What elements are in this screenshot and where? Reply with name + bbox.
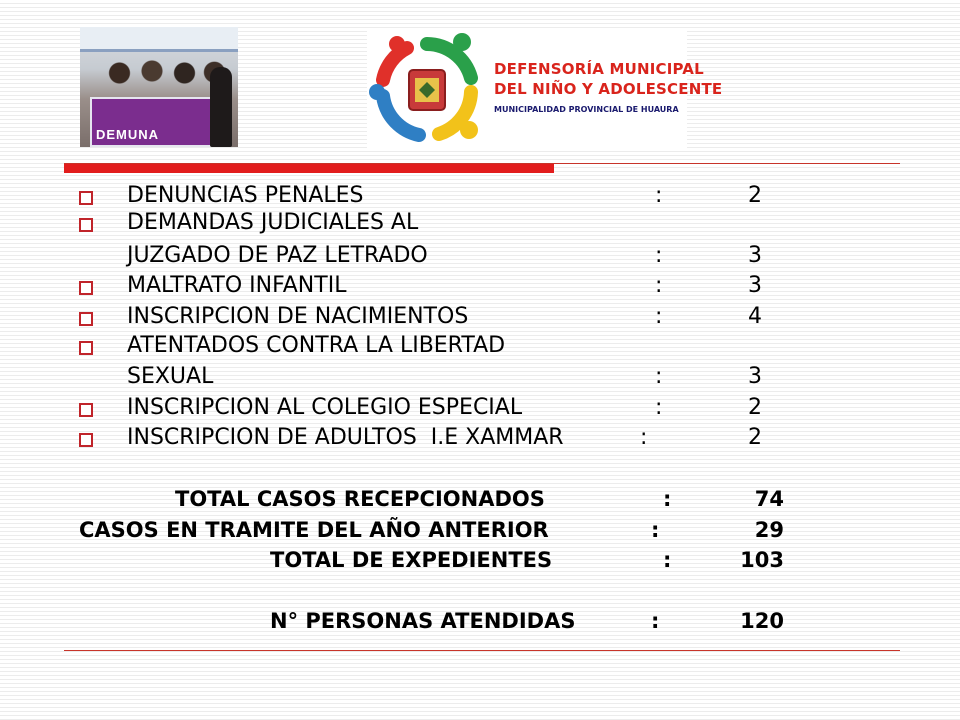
- item-colon: :: [640, 425, 648, 450]
- square-bullet-icon: [79, 403, 93, 417]
- item-colon: :: [655, 273, 663, 298]
- square-bullet-icon: [79, 281, 93, 295]
- item-label: INSCRIPCION AL COLEGIO ESPECIAL: [127, 395, 523, 420]
- total-label: TOTAL CASOS RECEPCIONADOS: [175, 487, 545, 511]
- square-bullet-icon: [79, 433, 93, 447]
- item-label: ATENTADOS CONTRA LA LIBERTAD: [127, 333, 506, 358]
- item-value: 3: [748, 364, 762, 389]
- total-colon: :: [651, 609, 660, 633]
- total-value: 29: [754, 518, 784, 542]
- demuna-stand-photo: [80, 27, 238, 147]
- total-colon: :: [663, 487, 672, 511]
- logo-title-line2: DEL NIÑO Y ADOLESCENTE: [494, 80, 723, 98]
- square-bullet-icon: [79, 218, 93, 232]
- total-label: TOTAL DE EXPEDIENTES: [270, 548, 553, 572]
- square-bullet-icon: [79, 191, 93, 205]
- total-value: 74: [754, 487, 784, 511]
- logo-emblem-icon: [367, 30, 487, 150]
- photo-banner-text: DEMUNA: [96, 127, 160, 142]
- photo-tent: [80, 27, 238, 52]
- item-value: 2: [748, 395, 762, 420]
- item-colon: :: [655, 364, 663, 389]
- square-bullet-icon: [79, 312, 93, 326]
- item-value: 3: [748, 243, 762, 268]
- item-label-line2: SEXUAL: [127, 364, 214, 389]
- item-value: 2: [748, 183, 762, 208]
- total-value: 120: [740, 609, 784, 633]
- item-colon: :: [655, 183, 663, 208]
- total-label: CASOS EN TRAMITE DEL AÑO ANTERIOR: [79, 518, 549, 542]
- total-value: 103: [740, 548, 784, 572]
- item-colon: :: [655, 395, 663, 420]
- item-label: INSCRIPCION DE ADULTOS I.E XAMMAR: [127, 425, 564, 450]
- item-colon: :: [655, 304, 663, 329]
- total-colon: :: [651, 518, 660, 542]
- item-label: INSCRIPCION DE NACIMIENTOS: [127, 304, 469, 329]
- bottom-divider: [64, 650, 900, 651]
- item-label: DEMANDAS JUDICIALES AL: [127, 210, 419, 235]
- total-label: N° PERSONAS ATENDIDAS: [270, 609, 576, 633]
- item-value: 2: [748, 425, 762, 450]
- item-label: MALTRATO INFANTIL: [127, 273, 347, 298]
- item-value: 4: [748, 304, 762, 329]
- defensoria-logo: [367, 30, 723, 150]
- item-label-line2: JUZGADO DE PAZ LETRADO: [127, 243, 428, 268]
- logo-title-line1: DEFENSORÍA MUNICIPAL: [494, 60, 704, 78]
- item-colon: :: [655, 243, 663, 268]
- square-bullet-icon: [79, 341, 93, 355]
- item-value: 3: [748, 273, 762, 298]
- photo-person: [210, 67, 232, 147]
- logo-subtitle: MUNICIPALIDAD PROVINCIAL DE HUAURA: [494, 105, 679, 114]
- item-label: DENUNCIAS PENALES: [127, 183, 364, 208]
- red-accent-bar: [64, 164, 554, 173]
- total-colon: :: [663, 548, 672, 572]
